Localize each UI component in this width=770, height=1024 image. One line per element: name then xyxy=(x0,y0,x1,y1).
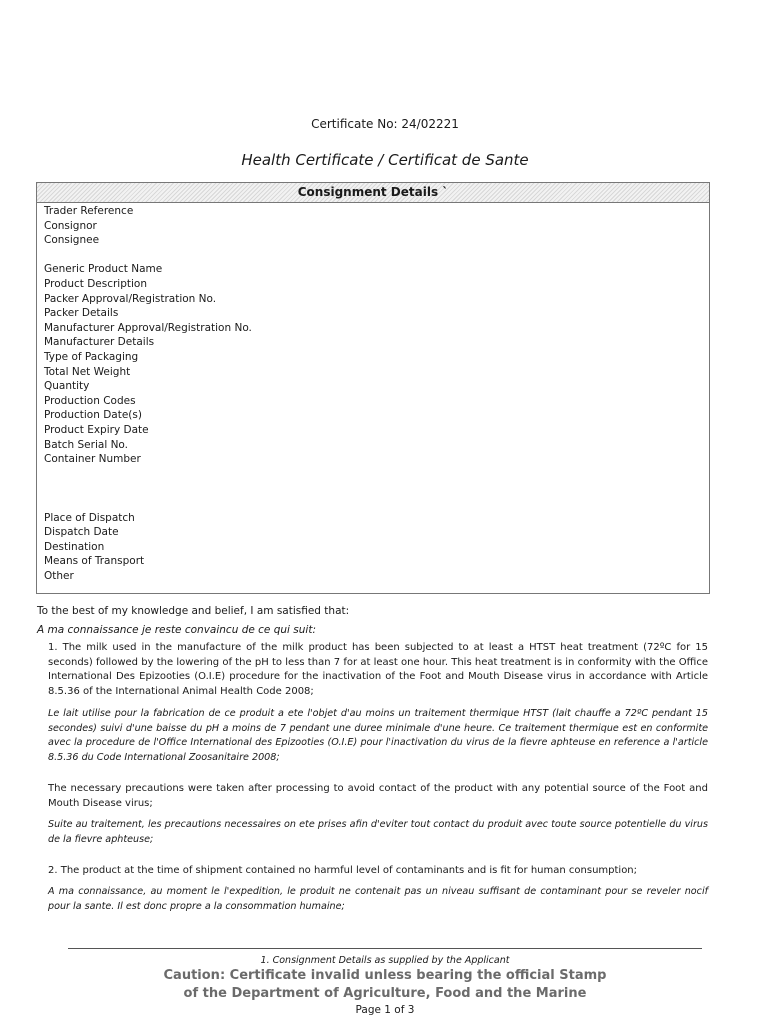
footnote-divider xyxy=(68,948,702,949)
consignment-details-box xyxy=(36,182,710,594)
field-label: Consignee xyxy=(44,234,100,247)
field-label: Manufacturer Approval/Registration No. xyxy=(44,321,252,334)
footnote: 1. Consignment Details as supplied by the Applicant xyxy=(260,955,510,966)
field-label: Product Expiry Date xyxy=(44,423,149,436)
field-label: Packer Details xyxy=(44,307,119,320)
field-label: Dispatch Date xyxy=(44,526,119,539)
statement-1-english: 1. The milk used in the manufacture of the milk product has been subjected to at least a HTST heat treatment (72ºC for 15 seconds) followed by the lowering of the pH to less than 7 for at least one hour. This heat treatment is in conformity with the Office International Des Epizooties (O.I.E) procedure for the inactivation of the Foot and Mouth Disease virus in accordance with Article 8.5.36 of the International Animal Health Code 2008; xyxy=(48,642,708,697)
field-label: Packer Approval/Registration No. xyxy=(44,292,217,305)
field-label: Place of Dispatch xyxy=(44,511,135,524)
caution-line-1: Caution: Certificate invalid unless bearing the official Stamp xyxy=(163,968,607,983)
field-label: Production Date(s) xyxy=(44,409,142,422)
statement-2-french: A ma connaissance, au moment le l'expedition, le produit ne contenait pas un niveau suffisant de contaminant pour se reveler nocif pour la sante. Il est donc propre a la consommation humaine; xyxy=(48,886,708,912)
field-label: Batch Serial No. xyxy=(44,438,128,451)
field-label: Product Description xyxy=(44,277,148,290)
document-title: Health Certificate / Certificat de Sante xyxy=(241,151,529,169)
caution-line-2: of the Department of Agriculture, Food and the Marine xyxy=(183,986,587,1001)
intro-english: To the best of my knowledge and belief, I am satisfied that: xyxy=(37,605,350,617)
statement-1-french: Le lait utilise pour la fabrication de ce produit a ete l'objet d'au moins un traitement thermique HTST (lait chauffe a 72ºC pendant 15 secondes) suivi d'une baisse du pH a moins de 7 pendant une duree minimale d'une heure. Ce traitement thermique est en conformite avec la procedure de l'Office International des Epizooties (O.I.E) pour l'inactivation du virus de la fievre aphteuse en reference a l'article 8.5.36 du Code International Zoosanitaire 2008; xyxy=(48,708,708,763)
field-label: Destination xyxy=(44,540,105,553)
field-label: Manufacturer Details xyxy=(44,336,155,349)
field-label: Means of Transport xyxy=(44,555,145,568)
field-label: Consignor xyxy=(44,219,97,232)
field-label: Container Number xyxy=(44,453,141,466)
field-label: Generic Product Name xyxy=(44,263,163,276)
consignment-details-heading: Consignment Details ` xyxy=(37,183,709,203)
statement-2-english: 2. The product at the time of shipment contained no harmful level of contaminants and is fit for human consumption; xyxy=(48,865,638,876)
page-number: Page 1 of 3 xyxy=(355,1004,415,1016)
field-label: Other xyxy=(44,570,74,583)
consignment-fields xyxy=(37,203,709,584)
statement-precautions-english: The necessary precautions were taken after processing to avoid contact of the product with any potential source of the Foot and Mouth Disease virus; xyxy=(48,783,708,809)
field-label: Trader Reference xyxy=(44,205,134,217)
statement-precautions-french: Suite au traitement, les precautions necessaires on ete prises afin d'eviter tout contact du produit avec toute source potentielle du virus de la fievre aphteuse; xyxy=(48,819,708,845)
field-label: Quantity xyxy=(44,380,90,393)
field-label: Total Net Weight xyxy=(44,365,131,378)
field-label: Production Codes xyxy=(44,394,136,407)
intro-french: A ma connaissance je reste convaincu de ce qui suit: xyxy=(37,624,316,636)
field-label: Type of Packaging xyxy=(44,350,139,363)
certificate-number: Certificate No: 24/02221 xyxy=(311,117,459,131)
